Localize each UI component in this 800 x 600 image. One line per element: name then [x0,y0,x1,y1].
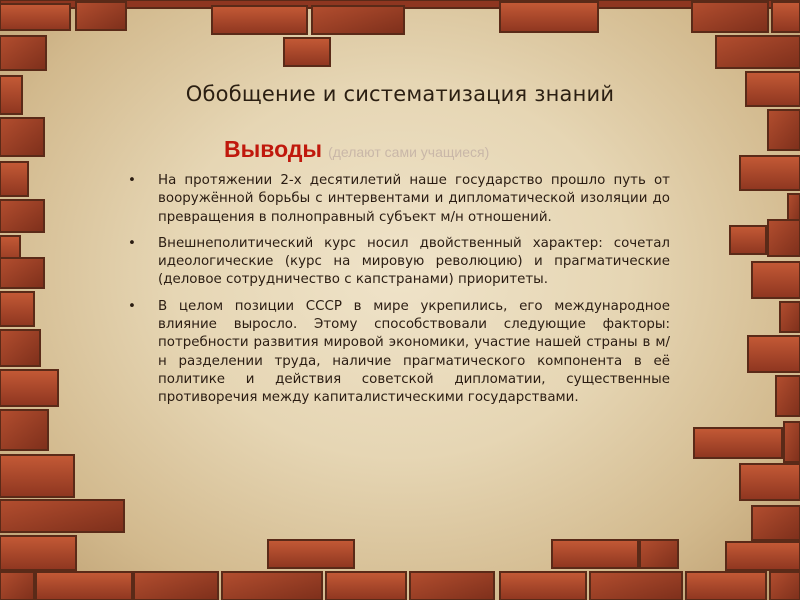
bullet-list [128,172,670,416]
bullet-text: В целом позиции СССР в мире укрепились, его международное влияние выросло. Этому способствовали следующие факторы: потребности развития мировой экономики, участие нашей страны в м/н разделении труда, наличие прагматического компонента в её политике и действия советской дипломатии, существенные противоречия между капиталистическими государствами. [158,298,670,406]
subtitle-main: Выводы [224,136,323,162]
slide-title: Обобщение и систематизация знаний [185,82,615,106]
bullet-marker: • [128,173,136,188]
subtitle [224,136,489,163]
list-item [128,235,670,290]
list-item [128,298,670,408]
bullet-text: На протяжении 2-х десятилетий наше государство прошло путь от вооружённой борьбы с интервентами и дипломатической изоляции до превращения в полноправный субъект м/н отношений. [158,173,670,225]
bullet-marker: • [128,235,136,251]
bullet-marker: • [128,298,136,314]
subtitle-note: (делают сами учащиеся) [328,144,490,160]
list-item [128,172,670,227]
bullet-text: Внешнеполитический курс носил двойственный характер: сочетал идеологические (курс на мировую революцию) и прагматические (деловое сотрудничество с капстранами) приоритеты. [158,235,670,288]
